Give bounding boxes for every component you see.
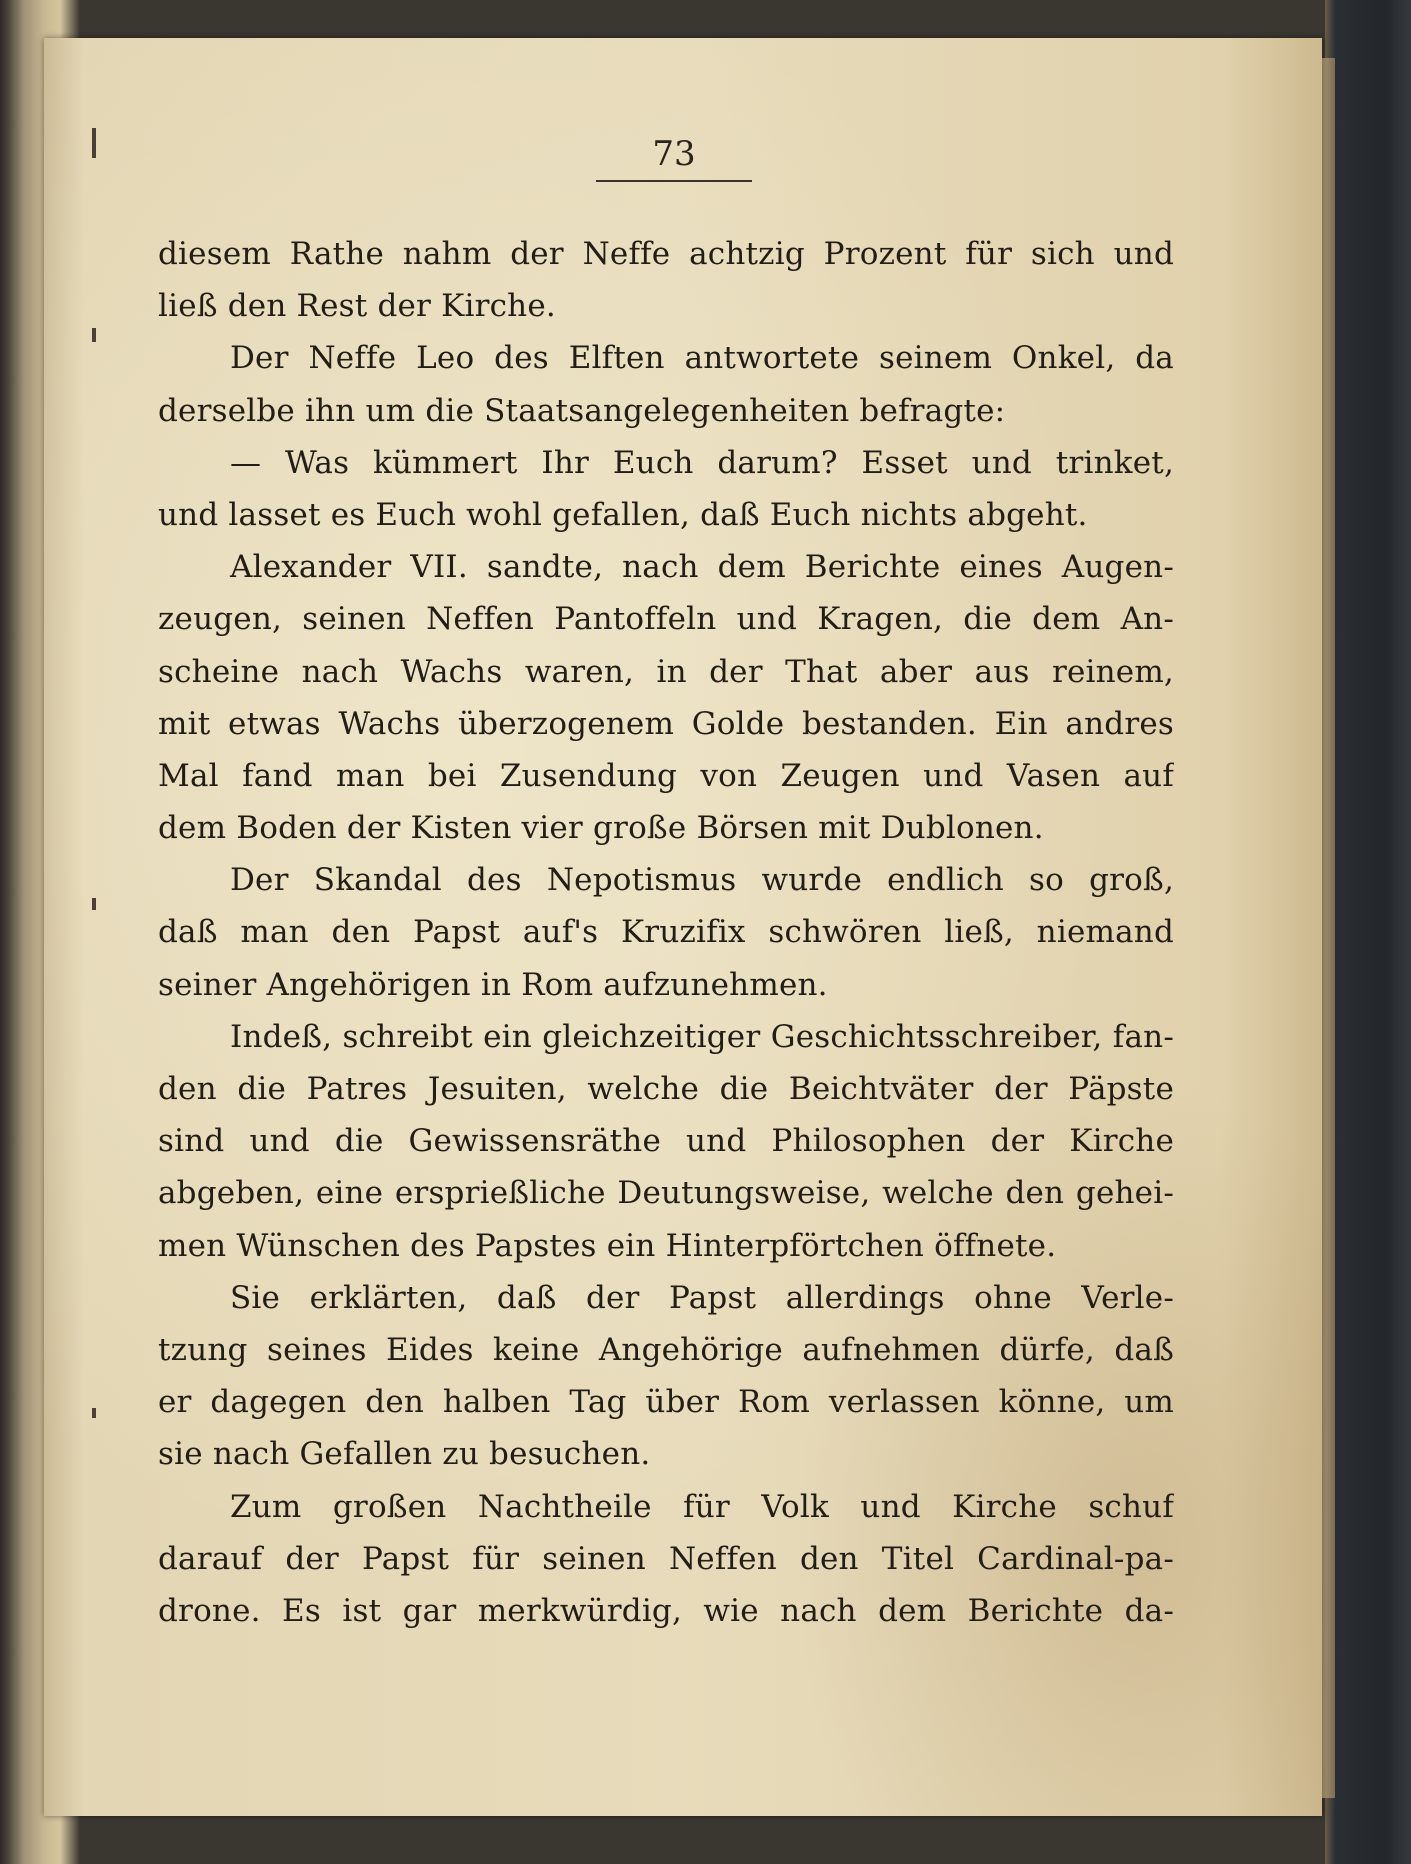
text-line: drone. Es ist gar merkwürdig, wie nach dem Berichte da- <box>158 1592 1174 1629</box>
binding-mark <box>92 328 96 342</box>
page-text-body <box>158 228 1174 1637</box>
text-line: und lasset es Euch wohl gefallen, daß Euch nichts abgeht. <box>158 496 1088 533</box>
page-number: 73 <box>652 134 696 174</box>
text-line: abgeben, eine ersprießliche Deutungsweise, welche den gehei- <box>158 1175 1174 1212</box>
text-line: sind und die Gewissensräthe und Philosophen der Kirche <box>158 1123 1174 1160</box>
text-line: den die Patres Jesuiten, welche die Beichtväter der Päpste <box>158 1071 1174 1107</box>
text-line: Indeß, schreibt ein gleichzeitiger Geschichtsschreiber, fan- <box>230 1018 1174 1055</box>
binding-mark <box>92 128 96 158</box>
text-line: seiner Angehörigen in Rom aufzunehmen. <box>158 966 828 1003</box>
text-line: mit etwas Wachs überzogenem Golde bestanden. Ein andres <box>158 705 1174 742</box>
binding-mark <box>92 898 96 910</box>
book-page <box>44 38 1322 1816</box>
text-line: Alexander VII. sandte, nach dem Berichte eines Augen- <box>230 549 1174 586</box>
text-line: dem Boden der Kisten vier große Börsen mit Dublonen. <box>158 810 1044 847</box>
text-line: Der Skandal des Nepotismus wurde endlich so groß, <box>230 862 1174 899</box>
text-line: zeugen, seinen Neffen Pantoffeln und Kragen, die dem An- <box>158 601 1174 638</box>
text-line: ließ den Rest der Kirche. <box>158 288 556 325</box>
text-line: diesem Rathe nahm der Neffe achtzig Prozent für sich und <box>158 236 1174 272</box>
text-line: er dagegen den halben Tag über Rom verlassen könne, um <box>158 1384 1174 1421</box>
text-line: Mal fand man bei Zusendung von Zeugen und Vasen auf <box>158 757 1174 794</box>
text-line: Sie erklärten, daß der Papst allerdings ohne Verle- <box>230 1279 1174 1316</box>
text-line: tzung seines Eides keine Angehörige aufnehmen dürfe, daß <box>158 1331 1174 1368</box>
header-rule <box>596 180 752 182</box>
text-line: — Was kümmert Ihr Euch darum? Esset und trinket, <box>230 444 1174 481</box>
text-line: darauf der Papst für seinen Neffen den Titel Cardinal-pa- <box>158 1540 1174 1577</box>
text-line: scheine nach Wachs waren, in der That aber aus reinem, <box>158 653 1174 690</box>
book-cover-edge <box>1325 0 1411 1864</box>
text-line: Zum großen Nachtheile für Volk und Kirche schuf <box>230 1488 1174 1525</box>
text-line: daß man den Papst auf's Kruzifix schwören ließ, niemand <box>158 914 1174 951</box>
text-line: derselbe ihn um die Staatsangelegenheiten befragte: <box>158 392 1006 429</box>
text-line: men Wünschen des Papstes ein Hinterpförtchen öffnete. <box>158 1227 1057 1264</box>
binding-mark <box>92 1408 96 1418</box>
text-line: sie nach Gefallen zu besuchen. <box>158 1436 651 1473</box>
text-line: Der Neffe Leo des Elften antwortete seinem Onkel, da <box>230 340 1174 377</box>
